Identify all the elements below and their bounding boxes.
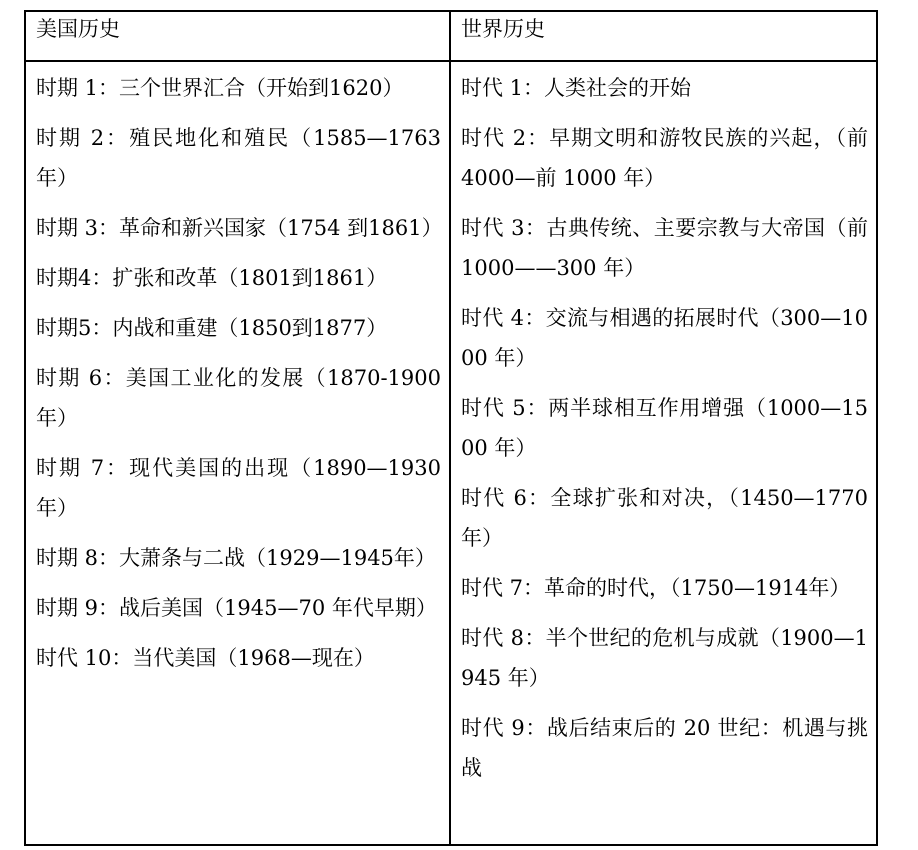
world-history-column — [450, 61, 877, 845]
world-era-3: 时代 3：古典传统、主要宗教与大帝国（前 1000——300 年） — [461, 216, 868, 280]
us-period-3: 时期 3：革命和新兴国家（1754 到1861） — [36, 216, 443, 240]
us-period-6: 时期 6：美国工业化的发展（1870-1900年） — [36, 366, 441, 430]
world-era-6: 时代 6：全球扩张和对决，（1450—1770 年） — [461, 486, 868, 550]
us-period-4: 时期4：扩张和改革（1801到1861） — [36, 266, 388, 290]
us-period-5: 时期5：内战和重建（1850到1877） — [36, 316, 388, 340]
world-era-1: 时代 1：人类社会的开始 — [461, 76, 692, 100]
world-era-7: 时代 7：革命的时代，（1750—1914年） — [461, 576, 851, 600]
us-history-header-cell — [25, 11, 450, 61]
us-period-7: 时期 7：现代美国的出现（1890—1930年） — [36, 456, 441, 520]
world-era-4: 时代 4：交流与相遇的拓展时代（300—1000 年） — [461, 306, 868, 370]
world-era-2: 时代 2：早期文明和游牧民族的兴起，（前 4000—前 1000 年） — [461, 126, 868, 190]
world-era-5: 时代 5：两半球相互作用增强（1000—1500 年） — [461, 396, 868, 460]
us-period-9: 时期 9：战后美国（1945—70 年代早期） — [36, 596, 437, 620]
table-body-row — [25, 61, 877, 845]
us-history-column — [25, 61, 450, 845]
us-period-10: 时代 10：当代美国（1968—现在） — [36, 646, 375, 670]
world-era-8: 时代 8：半个世纪的危机与成就（1900—1945 年） — [461, 626, 868, 690]
us-period-2: 时期 2：殖民地化和殖民（1585—1763年） — [36, 126, 441, 190]
history-comparison-table — [24, 10, 878, 846]
us-history-header: 美国历史 — [36, 17, 120, 41]
us-period-8: 时期 8：大萧条与二战（1929—1945年） — [36, 546, 436, 570]
table-header-row — [25, 11, 877, 61]
world-era-9: 时代 9：战后结束后的 20 世纪：机遇与挑战 — [461, 716, 868, 780]
world-history-header: 世界历史 — [461, 17, 545, 41]
world-history-header-cell — [450, 11, 877, 61]
us-period-1: 时期 1：三个世界汇合（开始到1620） — [36, 76, 404, 100]
